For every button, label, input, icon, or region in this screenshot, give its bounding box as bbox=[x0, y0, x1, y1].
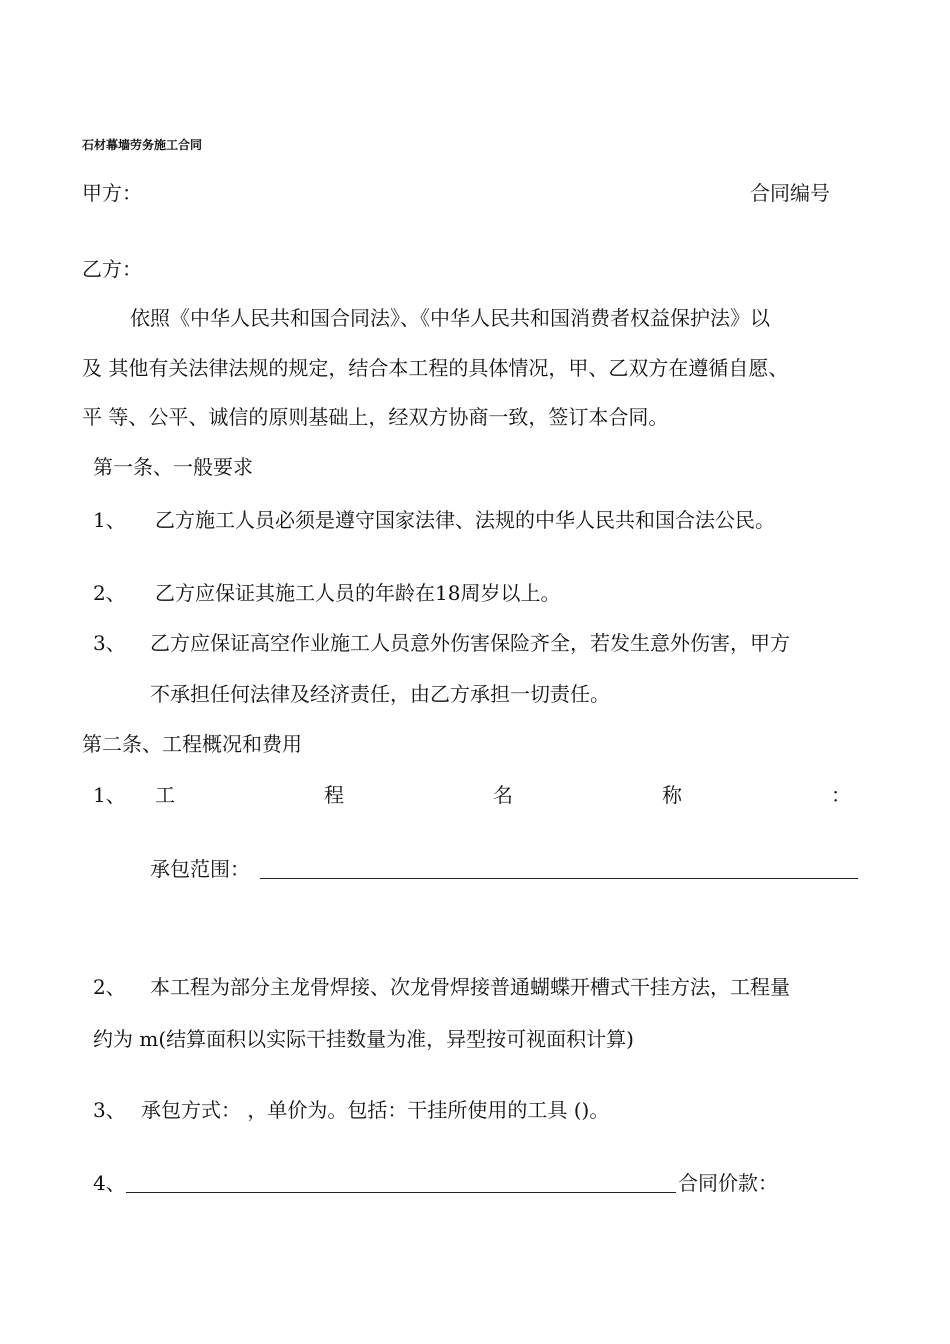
article-2-item-2-continuation: 约为 m(结算面积以实际干挂数量为准，异型按可视面积计算) bbox=[93, 1027, 634, 1051]
intro-line-1: 依照《中华人民共和国合同法》、《中华人民共和国消费者权益保护法》以 bbox=[130, 306, 770, 330]
article-2-item-1-number: 1、 bbox=[93, 783, 126, 807]
article-1-heading: 第一条、一般要求 bbox=[93, 455, 253, 479]
project-name-char: 工 bbox=[155, 783, 175, 807]
article-1-item-1-text: 乙方施工人员必须是遵守国家法律、法规的中华人民共和国合法公民。 bbox=[155, 508, 775, 532]
article-1-item-2-number: 2、 bbox=[93, 581, 126, 605]
article-2-heading: 第二条、工程概况和费用 bbox=[82, 732, 302, 756]
intro-line-2: 及 其他有关法律法规的规定，结合本工程的具体情况，甲、乙双方在遵循自愿、 bbox=[82, 356, 789, 380]
article-1-item-1-number: 1、 bbox=[93, 508, 126, 532]
article-2-item-4-number: 4、 bbox=[93, 1171, 126, 1195]
article-1-item-3-continuation: 不承担任何法律及经济责任，由乙方承担一切责任。 bbox=[150, 682, 610, 706]
project-name-char: 程 bbox=[324, 783, 344, 807]
scope-fill-line bbox=[260, 878, 858, 879]
article-2-item-2-text: 本工程为部分主龙骨焊接、次龙骨焊接普通蝴蝶开槽式干挂方法，工程量 bbox=[150, 975, 790, 999]
contract-price-label: 合同价款： bbox=[678, 1171, 778, 1195]
article-2-item-2-number: 2、 bbox=[93, 975, 126, 999]
article-2-item-3-number: 3、 bbox=[93, 1098, 126, 1122]
contract-number-label: 合同编号 bbox=[750, 181, 830, 205]
project-name-colon: ： bbox=[831, 783, 851, 807]
article-1-item-3-number: 3、 bbox=[93, 631, 126, 655]
party-b-label: 乙方： bbox=[82, 257, 142, 281]
document-title: 石材幕墙劳务施工合同 bbox=[82, 138, 203, 152]
price-fill-line bbox=[126, 1192, 676, 1193]
article-2-item-3-text: 承包方式： ，单价为。包括：干挂所使用的工具 ()。 bbox=[141, 1098, 610, 1122]
article-1-item-3-text: 乙方应保证高空作业施工人员意外伤害保险齐全，若发生意外伤害，甲方 bbox=[150, 631, 790, 655]
article-1-item-2-text: 乙方应保证其施工人员的年龄在18周岁以上。 bbox=[155, 581, 561, 605]
scope-label: 承包范围： bbox=[150, 857, 250, 881]
project-name-label bbox=[155, 783, 851, 807]
project-name-char: 名 bbox=[493, 783, 513, 807]
project-name-char: 称 bbox=[662, 783, 682, 807]
party-a-label: 甲方： bbox=[82, 181, 142, 205]
intro-line-3: 平 等、公平、诚信的原则基础上，经双方协商一致，签订本合同。 bbox=[82, 405, 669, 429]
